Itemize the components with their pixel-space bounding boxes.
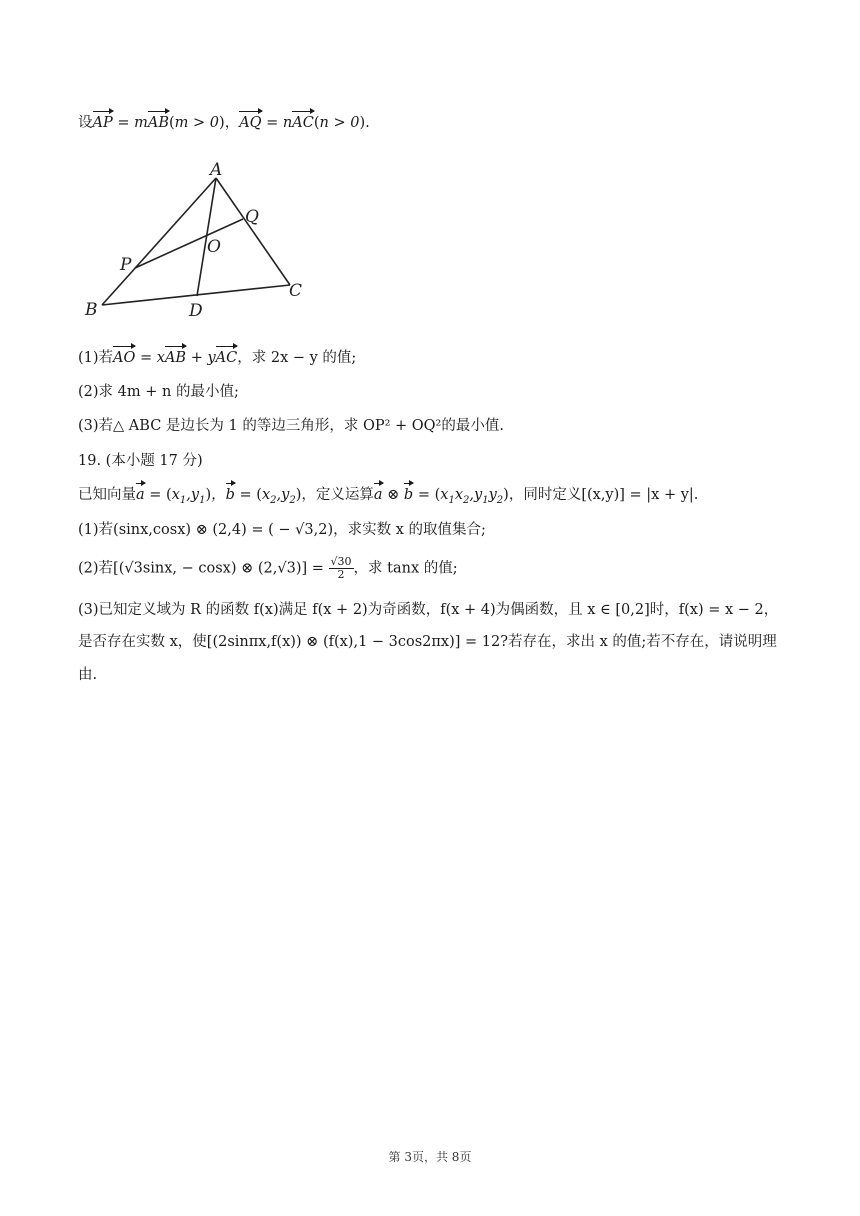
label-o: O (207, 237, 221, 257)
q19-part2 (78, 556, 458, 581)
triangle-figure (80, 155, 310, 325)
segment-pq (135, 219, 243, 268)
q19-definition: 已知向量$a = (x_1,y_1)$，$b = (x_2,y_2)$，定义运算a ⊗ $b = (x_1x_2,y_1y_2)$，同时定义[(x,y)] = |x + y|. (78, 487, 699, 506)
fraction-denominator: 2 (337, 568, 345, 581)
label-d: D (189, 301, 203, 321)
intro-line: 设AP = mAB(m > 0)，AQ = nAC(n > 0). (78, 115, 370, 131)
q19-p2-suffix: ，求 tanx 的值; (353, 560, 458, 577)
q19-part1: (1)若(sinx,cosx) ⊗ (2,4) = ( − √3,2)，求实数 x 的取值集合; (78, 522, 486, 538)
q19-p2-prefix: (2)若[(√3sinx, − cosx) ⊗ (2,√3)] = (78, 560, 324, 577)
q19-def-mid: ，定义运算 (301, 487, 374, 503)
intro-prefix: 设 (78, 115, 93, 131)
page-footer: 第 3页，共 8页 (388, 1150, 472, 1164)
q19-part3-line1: (3)已知定义域为 R 的函数 f(x)满足 f(x + 2)为奇函数，f(x + 4)为偶函数，且 x ∈ [0,2]时，f(x) = x − 2， (78, 602, 779, 618)
q19-def-tail: ，同时定义[(x,y)] = |x + y|. (508, 487, 699, 503)
q19-p2-fraction (329, 556, 354, 581)
label-p: P (120, 255, 132, 275)
fraction-numerator: √30 (330, 555, 352, 568)
q18-part3: (3)若△ ABC 是边长为 1 的等边三角形，求 OP² + OQ²的最小值. (78, 418, 504, 434)
q19-def-prefix: 已知向量 (78, 487, 136, 503)
side-ac (216, 178, 290, 285)
q19-part3-line2: 是否存在实数 x，使[(2sinπx,f(x)) ⊗ (f(x),1 − 3cos2πx)] = 12?若存在，求出 x 的值;若不存在，请说明理 (78, 634, 777, 650)
q19-heading: 19. (本小题 17 分) (78, 453, 203, 469)
intro-end: . (365, 115, 370, 131)
q18-part1: (1)若AO = xAB + yAC，求 2x − y 的值; (78, 350, 357, 366)
q19-part3-line3: 由. (78, 667, 98, 683)
q18-p1-prefix: (1)若 (78, 350, 114, 366)
q18-part2: (2)求 4m + n 的最小值; (78, 384, 239, 400)
label-c: C (289, 281, 303, 301)
label-q: Q (245, 207, 259, 227)
label-a: A (210, 160, 223, 180)
intro-sep: ， (224, 115, 240, 131)
q18-p1-suffix: ，求 2x − y 的值; (237, 350, 357, 366)
label-b: B (85, 300, 98, 320)
